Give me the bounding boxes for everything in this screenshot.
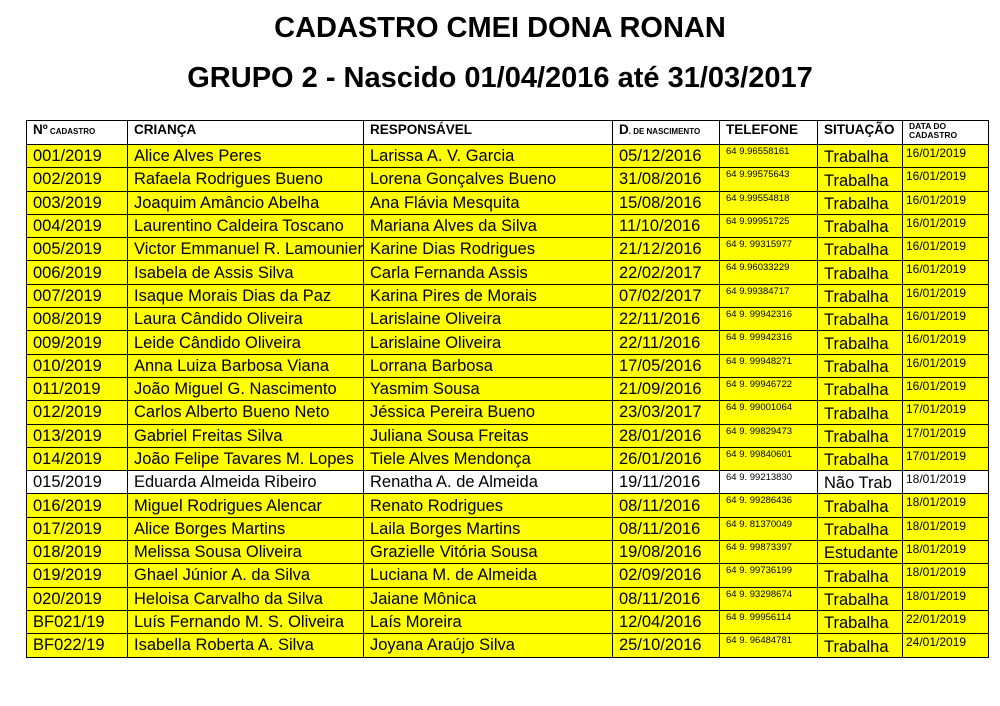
cell-responsavel: Ana Flávia Mesquita (364, 191, 613, 214)
table-row (27, 517, 989, 540)
cell-responsavel: Grazielle Vitória Sousa (364, 541, 613, 564)
cell-crianca: Isaque Morais Dias da Paz (128, 284, 364, 307)
cell-data-cadastro: 17/01/2019 (903, 447, 989, 470)
cell-telefone: 64 9. 99948271 (720, 354, 818, 377)
cell-telefone: 64 9. 99213830 (720, 471, 818, 494)
cell-responsavel: Renato Rodrigues (364, 494, 613, 517)
cell-crianca: Laurentino Caldeira Toscano (128, 214, 364, 237)
table-row (27, 214, 989, 237)
cell-telefone: 64 9. 93298674 (720, 587, 818, 610)
cell-numero: 014/2019 (27, 447, 128, 470)
table-header-row (27, 121, 989, 145)
cell-numero: 019/2019 (27, 564, 128, 587)
cell-crianca: Gabriel Freitas Silva (128, 424, 364, 447)
cell-numero: 006/2019 (27, 261, 128, 284)
cell-data-nascimento: 21/12/2016 (613, 238, 720, 261)
cell-crianca: Alice Borges Martins (128, 517, 364, 540)
cell-data-cadastro: 16/01/2019 (903, 331, 989, 354)
cell-telefone: 64 9. 99001064 (720, 401, 818, 424)
cell-responsavel: Jéssica Pereira Bueno (364, 401, 613, 424)
cell-responsavel: Lorrana Barbosa (364, 354, 613, 377)
cell-data-nascimento: 26/01/2016 (613, 447, 720, 470)
registration-table (26, 120, 989, 658)
cell-telefone: 64 9. 81370049 (720, 517, 818, 540)
page-subtitle: GRUPO 2 - Nascido 01/04/2016 até 31/03/2017 (187, 62, 813, 94)
table-row (27, 145, 989, 168)
table-row (27, 168, 989, 191)
cell-crianca: Leide Cândido Oliveira (128, 331, 364, 354)
cell-data-nascimento: 08/11/2016 (613, 494, 720, 517)
cell-telefone: 64 9. 99946722 (720, 377, 818, 400)
table-row (27, 401, 989, 424)
table-row (27, 261, 989, 284)
header-telefone: TELEFONE (720, 121, 818, 145)
cell-crianca: Isabela de Assis Silva (128, 261, 364, 284)
cell-situacao: Trabalha (818, 284, 903, 307)
cell-crianca: Victor Emmanuel R. Lamounier (128, 238, 364, 261)
cell-data-nascimento: 07/02/2017 (613, 284, 720, 307)
cell-numero: BF021/19 (27, 610, 128, 633)
cell-data-nascimento: 22/02/2017 (613, 261, 720, 284)
cell-crianca: Joaquim Amâncio Abelha (128, 191, 364, 214)
cell-responsavel: Yasmim Sousa (364, 377, 613, 400)
cell-responsavel: Mariana Alves da Silva (364, 214, 613, 237)
cell-numero: 013/2019 (27, 424, 128, 447)
cell-telefone: 64 9.99951725 (720, 214, 818, 237)
cell-data-cadastro: 16/01/2019 (903, 377, 989, 400)
cell-situacao: Estudante (818, 541, 903, 564)
cell-data-cadastro: 16/01/2019 (903, 145, 989, 168)
table-row (27, 494, 989, 517)
cell-situacao: Trabalha (818, 494, 903, 517)
cell-crianca: Carlos Alberto Bueno Neto (128, 401, 364, 424)
header-data-cadastro: DATA DO CADASTRO (903, 121, 989, 145)
cell-numero: 020/2019 (27, 587, 128, 610)
cell-responsavel: Carla Fernanda Assis (364, 261, 613, 284)
cell-responsavel: Renatha A. de Almeida (364, 471, 613, 494)
cell-data-cadastro: 16/01/2019 (903, 168, 989, 191)
cell-numero: 007/2019 (27, 284, 128, 307)
cell-crianca: Anna Luiza Barbosa Viana (128, 354, 364, 377)
cell-telefone: 64 9.99384717 (720, 284, 818, 307)
cell-telefone: 64 9. 99942316 (720, 331, 818, 354)
cell-data-nascimento: 22/11/2016 (613, 331, 720, 354)
cell-crianca: Luís Fernando M. S. Oliveira (128, 610, 364, 633)
cell-numero: 018/2019 (27, 541, 128, 564)
cell-situacao: Trabalha (818, 168, 903, 191)
cell-data-cadastro: 18/01/2019 (903, 494, 989, 517)
cell-responsavel: Tiele Alves Mendonça (364, 447, 613, 470)
cell-situacao: Trabalha (818, 564, 903, 587)
header-responsavel: RESPONSÁVEL (364, 121, 613, 145)
cell-situacao: Trabalha (818, 308, 903, 331)
header-situacao: SITUAÇÃO (818, 121, 903, 145)
cell-situacao: Trabalha (818, 401, 903, 424)
cell-responsavel: Laís Moreira (364, 610, 613, 633)
cell-responsavel: Jaiane Mônica (364, 587, 613, 610)
cell-data-cadastro: 16/01/2019 (903, 214, 989, 237)
cell-numero: 009/2019 (27, 331, 128, 354)
cell-telefone: 64 9. 99956114 (720, 610, 818, 633)
table-row (27, 191, 989, 214)
cell-data-nascimento: 28/01/2016 (613, 424, 720, 447)
cell-data-cadastro: 17/01/2019 (903, 424, 989, 447)
cell-situacao: Trabalha (818, 634, 903, 657)
cell-data-cadastro: 16/01/2019 (903, 284, 989, 307)
cell-situacao: Trabalha (818, 610, 903, 633)
cell-crianca: Laura Cândido Oliveira (128, 308, 364, 331)
cell-numero: 001/2019 (27, 145, 128, 168)
cell-numero: 015/2019 (27, 471, 128, 494)
cell-data-cadastro: 18/01/2019 (903, 564, 989, 587)
cell-numero: 004/2019 (27, 214, 128, 237)
cell-telefone: 64 9. 99942316 (720, 308, 818, 331)
cell-data-nascimento: 05/12/2016 (613, 145, 720, 168)
cell-numero: 008/2019 (27, 308, 128, 331)
cell-data-cadastro: 24/01/2019 (903, 634, 989, 657)
table-row (27, 587, 989, 610)
table-row (27, 564, 989, 587)
table-row (27, 331, 989, 354)
cell-data-cadastro: 16/01/2019 (903, 308, 989, 331)
cell-situacao: Trabalha (818, 517, 903, 540)
header-data-nascimento: D. DE NASCIMENTO (613, 121, 720, 145)
cell-data-nascimento: 19/08/2016 (613, 541, 720, 564)
cell-crianca: Alice Alves Peres (128, 145, 364, 168)
cell-data-cadastro: 18/01/2019 (903, 517, 989, 540)
cell-responsavel: Juliana Sousa Freitas (364, 424, 613, 447)
cell-situacao: Trabalha (818, 238, 903, 261)
cell-numero: 002/2019 (27, 168, 128, 191)
cell-responsavel: Karina Pires de Morais (364, 284, 613, 307)
cell-numero: 010/2019 (27, 354, 128, 377)
cell-crianca: Melissa Sousa Oliveira (128, 541, 364, 564)
cell-situacao: Trabalha (818, 424, 903, 447)
cell-numero: BF022/19 (27, 634, 128, 657)
cell-crianca: Ghael Júnior A. da Silva (128, 564, 364, 587)
cell-data-nascimento: 12/04/2016 (613, 610, 720, 633)
cell-data-nascimento: 08/11/2016 (613, 587, 720, 610)
cell-telefone: 64 9. 99873397 (720, 541, 818, 564)
cell-telefone: 64 9. 99829473 (720, 424, 818, 447)
cell-situacao: Trabalha (818, 191, 903, 214)
cell-telefone: 64 9. 99286436 (720, 494, 818, 517)
cell-situacao: Trabalha (818, 354, 903, 377)
cell-data-nascimento: 15/08/2016 (613, 191, 720, 214)
table-row (27, 424, 989, 447)
cell-responsavel: Luciana M. de Almeida (364, 564, 613, 587)
cell-responsavel: Larissa A. V. Garcia (364, 145, 613, 168)
cell-crianca: João Miguel G. Nascimento (128, 377, 364, 400)
cell-crianca: Isabella Roberta A. Silva (128, 634, 364, 657)
cell-responsavel: Lorena Gonçalves Bueno (364, 168, 613, 191)
cell-data-cadastro: 16/01/2019 (903, 191, 989, 214)
cell-responsavel: Larislaine Oliveira (364, 331, 613, 354)
cell-data-nascimento: 02/09/2016 (613, 564, 720, 587)
cell-responsavel: Laila Borges Martins (364, 517, 613, 540)
cell-data-cadastro: 22/01/2019 (903, 610, 989, 633)
page-title: CADASTRO CMEI DONA RONAN (274, 12, 726, 44)
cell-data-cadastro: 16/01/2019 (903, 354, 989, 377)
cell-data-nascimento: 21/09/2016 (613, 377, 720, 400)
cell-crianca: Miguel Rodrigues Alencar (128, 494, 364, 517)
cell-data-nascimento: 08/11/2016 (613, 517, 720, 540)
table-row (27, 447, 989, 470)
cell-telefone: 64 9. 96484781 (720, 634, 818, 657)
cell-situacao: Trabalha (818, 331, 903, 354)
table-row (27, 284, 989, 307)
table-row (27, 354, 989, 377)
cell-data-nascimento: 31/08/2016 (613, 168, 720, 191)
cell-situacao: Não Trab (818, 471, 903, 494)
cell-crianca: João Felipe Tavares M. Lopes (128, 447, 364, 470)
cell-telefone: 64 9.99554818 (720, 191, 818, 214)
cell-data-cadastro: 16/01/2019 (903, 238, 989, 261)
cell-telefone: 64 9. 99315977 (720, 238, 818, 261)
cell-telefone: 64 9.96033229 (720, 261, 818, 284)
cell-crianca: Heloisa Carvalho da Silva (128, 587, 364, 610)
table-row (27, 610, 989, 633)
cell-telefone: 64 9.96558161 (720, 145, 818, 168)
table-row (27, 541, 989, 564)
cell-numero: 011/2019 (27, 377, 128, 400)
cell-data-nascimento: 11/10/2016 (613, 214, 720, 237)
cell-responsavel: Larislaine Oliveira (364, 308, 613, 331)
cell-situacao: Trabalha (818, 377, 903, 400)
table-row (27, 634, 989, 657)
cell-numero: 017/2019 (27, 517, 128, 540)
cell-situacao: Trabalha (818, 261, 903, 284)
cell-numero: 005/2019 (27, 238, 128, 261)
cell-numero: 016/2019 (27, 494, 128, 517)
cell-data-nascimento: 23/03/2017 (613, 401, 720, 424)
cell-data-cadastro: 17/01/2019 (903, 401, 989, 424)
cell-telefone: 64 9.99575643 (720, 168, 818, 191)
cell-data-nascimento: 22/11/2016 (613, 308, 720, 331)
cell-situacao: Trabalha (818, 214, 903, 237)
cell-data-cadastro: 18/01/2019 (903, 541, 989, 564)
table-row (27, 377, 989, 400)
cell-numero: 012/2019 (27, 401, 128, 424)
cell-numero: 003/2019 (27, 191, 128, 214)
table-row (27, 238, 989, 261)
header-crianca: CRIANÇA (128, 121, 364, 145)
cell-data-cadastro: 16/01/2019 (903, 261, 989, 284)
cell-responsavel: Karine Dias Rodrigues (364, 238, 613, 261)
cell-situacao: Trabalha (818, 587, 903, 610)
cell-telefone: 64 9. 99840601 (720, 447, 818, 470)
cell-responsavel: Joyana Araújo Silva (364, 634, 613, 657)
cell-data-cadastro: 18/01/2019 (903, 587, 989, 610)
cell-data-nascimento: 25/10/2016 (613, 634, 720, 657)
cell-data-nascimento: 19/11/2016 (613, 471, 720, 494)
cell-situacao: Trabalha (818, 145, 903, 168)
cell-crianca: Rafaela Rodrigues Bueno (128, 168, 364, 191)
cell-crianca: Eduarda Almeida Ribeiro (128, 471, 364, 494)
cell-data-nascimento: 17/05/2016 (613, 354, 720, 377)
header-numero-cadastro: Nº CADASTRO (27, 121, 128, 145)
table-row (27, 308, 989, 331)
table-row (27, 471, 989, 494)
cell-situacao: Trabalha (818, 447, 903, 470)
cell-data-cadastro: 18/01/2019 (903, 471, 989, 494)
cell-telefone: 64 9. 99736199 (720, 564, 818, 587)
